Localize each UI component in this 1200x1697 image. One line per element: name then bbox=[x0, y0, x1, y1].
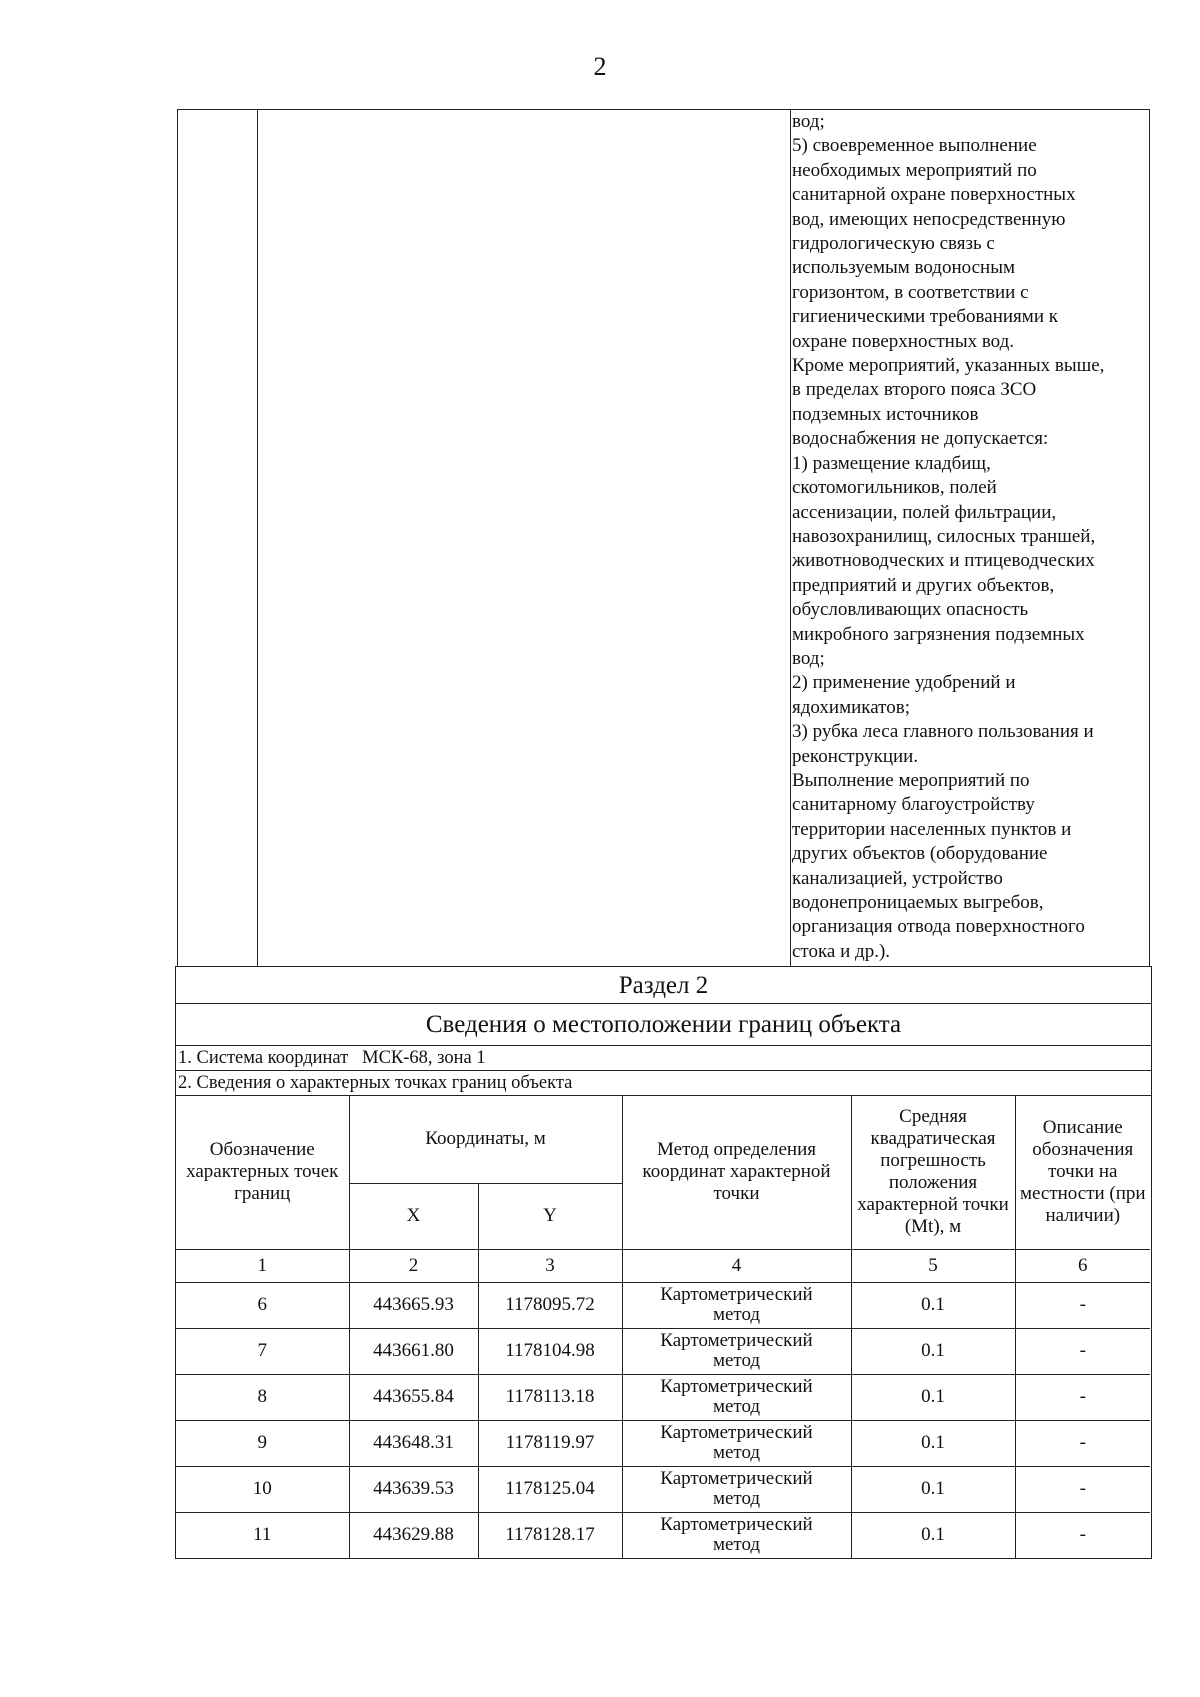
table-column-name bbox=[257, 110, 791, 966]
coordinate-x: 443665.93 bbox=[349, 1282, 478, 1328]
description-value: - bbox=[1015, 1466, 1150, 1512]
text-line: Кроме мероприятий, указанных выше, bbox=[792, 355, 1105, 377]
header-method: Метод определения координат характерной точки bbox=[622, 1096, 851, 1249]
text-line: организация отвода поверхностного bbox=[792, 916, 1085, 938]
text-line: 3) рубка леса главного пользования и bbox=[792, 721, 1094, 743]
table-row bbox=[176, 1282, 1150, 1328]
point-number: 6 bbox=[176, 1282, 349, 1328]
text-line: предприятий и других объектов, bbox=[792, 574, 1055, 596]
point-number: 11 bbox=[176, 1512, 349, 1558]
header-coordinates: Координаты, м bbox=[349, 1096, 622, 1183]
method-cell bbox=[622, 1328, 851, 1374]
coordinate-system-line bbox=[176, 1046, 1151, 1071]
coordinate-x: 443648.31 bbox=[349, 1420, 478, 1466]
header-error: Средняя квадратическая погрешность положения характерной точки (Mt), м bbox=[851, 1096, 1015, 1249]
error-value: 0.1 bbox=[851, 1420, 1015, 1466]
section-subtitle: Сведения о местоположении границ объекта bbox=[176, 1004, 1151, 1046]
text-line: 5) своевременное выполнение bbox=[792, 135, 1037, 157]
point-number: 9 bbox=[176, 1420, 349, 1466]
error-value: 0.1 bbox=[851, 1328, 1015, 1374]
column-number: 1 bbox=[176, 1249, 349, 1282]
coordinate-y: 1178104.98 bbox=[478, 1328, 622, 1374]
method-cell bbox=[622, 1466, 851, 1512]
text-line: горизонтом, в соответствии с bbox=[792, 281, 1029, 303]
method-line-2: метод bbox=[712, 1442, 761, 1463]
table-row bbox=[176, 1466, 1150, 1512]
coordinate-x: 443629.88 bbox=[349, 1512, 478, 1558]
text-line: других объектов (оборудование bbox=[792, 843, 1048, 865]
section-2-block bbox=[175, 966, 1152, 1559]
header-y: Y bbox=[478, 1183, 622, 1249]
text-line: 1) размещение кладбищ, bbox=[792, 452, 991, 474]
method-cell bbox=[622, 1374, 851, 1420]
table-row bbox=[176, 1374, 1150, 1420]
column-number: 5 bbox=[851, 1249, 1015, 1282]
method-cell bbox=[622, 1282, 851, 1328]
boundary-points-table bbox=[176, 1096, 1150, 1558]
text-line: водонепроницаемых выгребов, bbox=[792, 892, 1044, 913]
table-row bbox=[176, 1420, 1150, 1466]
method-line-2: метод bbox=[712, 1396, 761, 1417]
text-line: ассенизации, полей фильтрации, bbox=[792, 501, 1057, 523]
text-line: скотомогильников, полей bbox=[792, 477, 997, 499]
coordinate-y: 1178128.17 bbox=[478, 1512, 622, 1558]
text-line: необходимых мероприятий по bbox=[792, 159, 1037, 181]
text-line: гигиеническими требованиями к bbox=[792, 306, 1058, 328]
method-line-1: Картометрический bbox=[660, 1376, 813, 1397]
page-number: 2 bbox=[593, 52, 607, 81]
table-column-measures bbox=[790, 110, 1149, 966]
text-line: санитарной охране поверхностных bbox=[792, 184, 1076, 206]
text-line: охране поверхностных вод. bbox=[792, 330, 1015, 352]
method-cell bbox=[622, 1420, 851, 1466]
text-line: вод; bbox=[792, 647, 825, 669]
method-line-1: Картометрический bbox=[660, 1422, 813, 1443]
method-line-1: Картометрический bbox=[660, 1468, 813, 1489]
column-number: 6 bbox=[1015, 1249, 1150, 1282]
error-value: 0.1 bbox=[851, 1466, 1015, 1512]
coordinate-x: 443655.84 bbox=[349, 1374, 478, 1420]
text-line: реконструкции. bbox=[792, 745, 919, 767]
method-cell bbox=[622, 1512, 851, 1558]
text-line: микробного загрязнения подземных bbox=[792, 623, 1085, 645]
point-number: 7 bbox=[176, 1328, 349, 1374]
text-line: санитарному благоустройству bbox=[792, 794, 1035, 816]
text-line: территории населенных пунктов и bbox=[792, 818, 1072, 840]
text-line: гидрологическую связь с bbox=[792, 233, 995, 255]
description-value: - bbox=[1015, 1328, 1150, 1374]
coordinate-system-label: 1. Система координат bbox=[178, 1048, 349, 1068]
text-line: ядохимикатов; bbox=[792, 696, 910, 718]
method-line-2: метод bbox=[712, 1488, 761, 1509]
text-line: вод, имеющих непосредственную bbox=[792, 208, 1066, 230]
text-line: 2) применение удобрений и bbox=[792, 672, 1016, 694]
coordinate-x: 443661.80 bbox=[349, 1328, 478, 1374]
table-column-number bbox=[178, 110, 258, 966]
text-line: подземных источников bbox=[792, 403, 979, 425]
coordinate-y: 1178113.18 bbox=[478, 1374, 622, 1420]
header-point-designation: Обозначение характерных точек границ bbox=[176, 1096, 349, 1249]
method-line-1: Картометрический bbox=[660, 1514, 813, 1536]
table-row bbox=[176, 1512, 1150, 1558]
coordinate-x: 443639.53 bbox=[349, 1466, 478, 1512]
description-value: - bbox=[1015, 1512, 1150, 1558]
coordinate-y: 1178119.97 bbox=[478, 1420, 622, 1466]
method-line-1: Картометрический bbox=[660, 1330, 813, 1351]
text-line: в пределах второго пояса ЗСО bbox=[792, 379, 1037, 401]
text-line: вод; bbox=[792, 111, 825, 132]
error-value: 0.1 bbox=[851, 1374, 1015, 1420]
coordinate-y: 1178125.04 bbox=[478, 1466, 622, 1512]
column-number: 4 bbox=[622, 1249, 851, 1282]
column-number: 2 bbox=[349, 1249, 478, 1282]
text-line: используемым водоносным bbox=[792, 257, 1016, 279]
text-line: канализацией, устройство bbox=[792, 867, 1003, 889]
continued-table bbox=[177, 109, 1150, 967]
text-line: стока и др.). bbox=[792, 940, 891, 962]
description-value: - bbox=[1015, 1374, 1150, 1420]
text-line: животноводческих и птицеводческих bbox=[792, 550, 1095, 572]
coordinate-system-value: МСК-68, зона 1 bbox=[362, 1048, 486, 1068]
points-label-line: 2. Сведения о характерных точках границ объекта bbox=[176, 1071, 1151, 1096]
text-line: обусловливающих опасность bbox=[792, 599, 1029, 621]
header-description: Описание обозначения точки на местности (при наличии) bbox=[1015, 1096, 1150, 1249]
error-value: 0.1 bbox=[851, 1512, 1015, 1558]
description-value: - bbox=[1015, 1420, 1150, 1466]
coordinate-y: 1178095.72 bbox=[478, 1282, 622, 1328]
method-line-2: метод bbox=[712, 1304, 761, 1325]
text-line: водоснабжения не допускается: bbox=[792, 428, 1049, 450]
text-line: навозохранилищ, силосных траншей, bbox=[792, 525, 1096, 547]
method-line-2: метод bbox=[712, 1350, 761, 1371]
description-value: - bbox=[1015, 1282, 1150, 1328]
table-row bbox=[176, 1328, 1150, 1374]
text-line: Выполнение мероприятий по bbox=[792, 769, 1030, 791]
column-numbers-row bbox=[176, 1249, 1150, 1282]
header-x: X bbox=[349, 1183, 478, 1249]
section-title: Раздел 2 bbox=[176, 967, 1151, 1004]
error-value: 0.1 bbox=[851, 1282, 1015, 1328]
method-line-1: Картометрический bbox=[660, 1284, 813, 1305]
method-line-2: метод bbox=[712, 1534, 761, 1556]
point-number: 8 bbox=[176, 1374, 349, 1420]
point-number: 10 bbox=[176, 1466, 349, 1512]
column-number: 3 bbox=[478, 1249, 622, 1282]
